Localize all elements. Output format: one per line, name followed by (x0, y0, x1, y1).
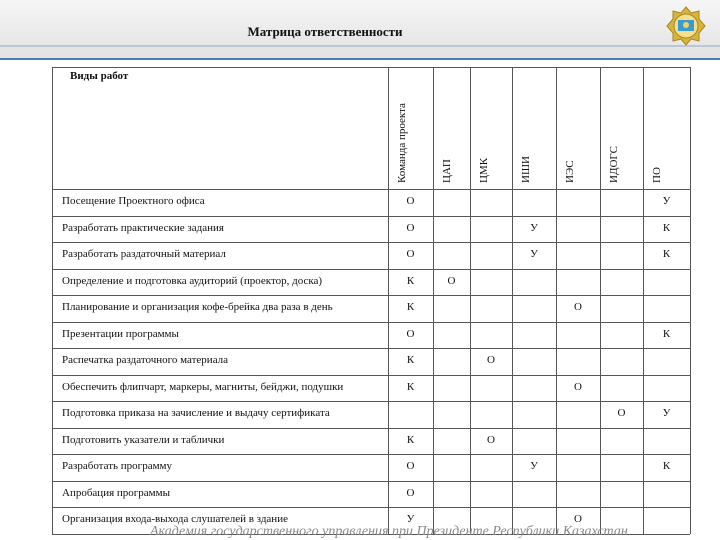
matrix-cell: О (574, 301, 582, 313)
table-border-top (52, 67, 690, 68)
column-divider (643, 67, 644, 534)
row-label: Посещение Проектного офиса (62, 195, 205, 207)
column-divider (556, 67, 557, 534)
row-label: Определение и подготовка аудиторий (проектор, доска) (62, 274, 323, 287)
column-divider (433, 67, 434, 534)
matrix-cell: К (662, 460, 671, 472)
row-label: Обеспечить флипчарт, маркеры, магниты, бейджи, подушки (62, 380, 344, 393)
column-header: ПО (651, 167, 663, 183)
row-divider (52, 401, 690, 402)
column-header: Команда проекта (396, 103, 408, 183)
matrix-cell: У (530, 221, 538, 234)
row-divider (52, 269, 690, 270)
column-divider (512, 67, 513, 534)
column-divider (600, 67, 601, 534)
row-label: Разработать программу (62, 460, 172, 472)
column-header: ЦМК (478, 157, 490, 183)
matrix-cell: О (574, 513, 582, 525)
matrix-cell: О (406, 327, 415, 340)
matrix-cell: У (530, 460, 538, 472)
row-label: Подготовить указатели и таблички (62, 433, 225, 446)
slide-header (0, 0, 720, 60)
slide-title: Матрица ответственности (247, 24, 403, 39)
matrix-cell: О (406, 486, 415, 499)
column-header: ИЭС (564, 160, 576, 183)
row-divider (52, 507, 690, 508)
column-header: ЦАП (441, 159, 453, 183)
row-label: Планирование и организация кофе-брейка два раза в день (62, 301, 333, 313)
matrix-cell: К (406, 354, 415, 366)
column-header: ИДОГС (608, 146, 620, 183)
matrix-cell: К (662, 221, 671, 234)
matrix-cell: К (662, 327, 671, 340)
row-label: Распечатка раздаточного материала (62, 354, 229, 366)
matrix-cell: К (662, 248, 671, 260)
academy-emblem-icon (666, 6, 706, 46)
column-header: ИШИ (520, 156, 532, 183)
row-label: Разработать практические задания (62, 221, 224, 234)
column-divider (470, 67, 471, 534)
row-divider (52, 189, 690, 190)
column-divider (690, 67, 691, 534)
row-label: Разработать раздаточный материал (62, 248, 226, 260)
row-divider (52, 348, 690, 349)
row-divider (52, 295, 690, 296)
matrix-cell: У (662, 195, 671, 207)
matrix-cell: О (487, 354, 495, 366)
matrix-cell: О (406, 460, 415, 472)
row-divider (52, 216, 690, 217)
matrix-cell: О (617, 407, 626, 419)
table-border-left (52, 67, 53, 534)
matrix-cell: К (406, 301, 415, 313)
row-label: Организация входа-выхода слушателей в здание (62, 513, 288, 525)
matrix-cell: К (406, 380, 415, 393)
matrix-cell: О (406, 221, 415, 234)
footer-watermark: Академия государственного управления при Президенте Республики Казахстан (150, 524, 628, 539)
row-divider (52, 481, 690, 482)
column-divider (388, 67, 389, 534)
row-divider (52, 454, 690, 455)
matrix-cell: О (447, 274, 456, 287)
row-divider (52, 242, 690, 243)
row-label: Подготовка приказа на зачисление и выдачу сертификата (62, 407, 330, 419)
row-label: Апробация программы (62, 486, 170, 499)
matrix-cell: У (662, 407, 671, 419)
matrix-cell: О (406, 195, 415, 207)
matrix-cell: К (406, 274, 415, 287)
corner-label: Виды работ (70, 70, 129, 82)
row-divider (52, 375, 690, 376)
matrix-cell: У (530, 248, 538, 260)
row-label: Презентации программы (62, 327, 179, 340)
matrix-cell: У (406, 513, 415, 525)
row-divider (52, 322, 690, 323)
row-divider (52, 428, 690, 429)
matrix-cell: О (487, 433, 495, 446)
matrix-cell: К (406, 433, 415, 446)
matrix-cell: О (574, 380, 582, 393)
header-divider (0, 45, 720, 47)
matrix-cell: О (406, 248, 415, 260)
